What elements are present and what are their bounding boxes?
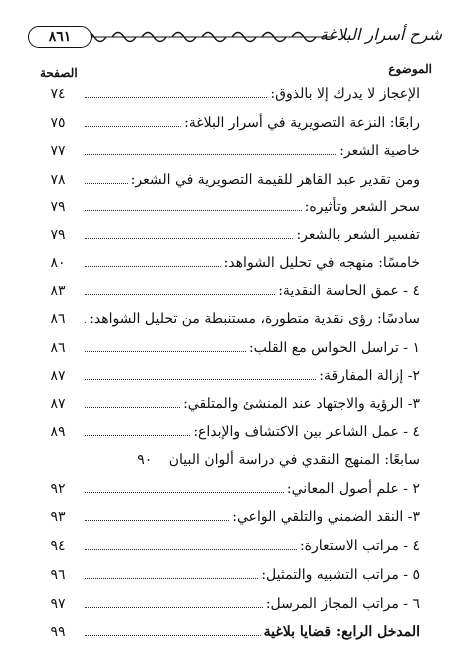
- toc-entry[interactable]: [34, 137, 420, 161]
- toc-entry[interactable]: [34, 446, 420, 470]
- entry-title: ٣- الرؤية والاجتهاد عند المنشئ والمتلقي:: [183, 396, 420, 412]
- entry-title: الإعجاز لا يدرك إلا بالذوق:: [270, 86, 420, 102]
- entry-title: ٦ - مراتب المجاز المرسل:: [265, 596, 420, 612]
- entry-page: ٩٣: [50, 509, 66, 525]
- page-header: [28, 24, 446, 50]
- leader-dots: [85, 407, 180, 408]
- toc-entry[interactable]: [34, 418, 420, 442]
- entry-page: ٨٧: [50, 368, 66, 384]
- entry-page: ٧٥: [50, 115, 66, 131]
- toc-entry[interactable]: [34, 532, 420, 556]
- toc-entry[interactable]: [34, 109, 420, 133]
- leader-dots: [85, 238, 293, 239]
- entry-title: سادسًا: رؤى نقدية متطورة، مستنبطة من تحليل الشواهد:: [89, 311, 420, 327]
- leader-dots: [85, 154, 336, 155]
- leader-dots: [85, 379, 316, 380]
- leader-dots: [85, 126, 181, 127]
- leader-dots: [85, 183, 128, 184]
- book-title: شرح أسرار البلاغة: [319, 25, 442, 44]
- leader-dots: [85, 210, 302, 211]
- entry-title: ٥ - مراتب التشبيه والتمثيل:: [261, 567, 420, 583]
- entry-page: ٧٤: [50, 86, 66, 102]
- entry-title: خامسًا: منهجه في تحليل الشواهد:: [223, 255, 420, 271]
- entry-page: ٧٩: [50, 199, 66, 215]
- decorative-border: [78, 24, 336, 50]
- entry-title: المدخل الرابع: قضايا بلاغية: [263, 624, 420, 640]
- toc-entry[interactable]: [34, 618, 420, 642]
- toc-entry[interactable]: [34, 334, 420, 358]
- leader-dots: [85, 322, 86, 323]
- toc-entry[interactable]: [34, 561, 420, 585]
- entry-title: رابعًا: النزعة التصويرية في أسرار البلاغة:: [184, 115, 420, 131]
- page-column-label: الصفحة: [40, 66, 78, 80]
- entry-page: ٨٩: [50, 424, 66, 440]
- entry-title: ١ - تراسل الحواس مع القلب:: [248, 340, 420, 356]
- entry-title: خاصية الشعر:: [339, 143, 420, 159]
- toc-entry[interactable]: [34, 590, 420, 614]
- toc-entry[interactable]: [34, 277, 420, 301]
- toc-entry[interactable]: [34, 80, 420, 104]
- entry-page: ٨٣: [50, 283, 66, 299]
- leader-dots: [85, 607, 263, 608]
- toc-entry[interactable]: [34, 390, 420, 414]
- toc-entry[interactable]: [34, 503, 420, 527]
- entry-title: ٢- إزالة المفارقة:: [319, 368, 420, 384]
- topic-column-label: الموضوع: [388, 62, 432, 76]
- toc-entry[interactable]: [34, 249, 420, 273]
- entry-page: ٩٦: [50, 567, 66, 583]
- entry-page: ٨٠: [50, 255, 66, 271]
- leader-dots: [85, 635, 261, 636]
- toc-entry[interactable]: [34, 193, 420, 217]
- entry-page: ٩٠: [137, 452, 153, 468]
- entry-title: ٤ - عمق الحاسة النقدية:: [278, 283, 420, 299]
- entry-title: سابعًا: المنهج النقدي في دراسة ألوان البيان: [168, 452, 420, 468]
- entry-page: ٧٧: [50, 143, 66, 159]
- leader-dots: [85, 97, 267, 98]
- entry-title: ٤ - مراتب الاستعارة:: [299, 538, 420, 554]
- entry-page: ٧٨: [50, 172, 66, 188]
- entry-page: ٩٩: [50, 624, 66, 640]
- leader-dots: [85, 435, 190, 436]
- entry-title: ٤ - عمل الشاعر بين الاكتشاف والإبداع:: [193, 424, 420, 440]
- leader-dots: [85, 266, 221, 267]
- leader-dots: [85, 351, 246, 352]
- leader-dots: [85, 578, 258, 579]
- leader-dots: [85, 492, 284, 493]
- entry-page: ٩٧: [50, 596, 66, 612]
- page-number: ٨٦١: [28, 26, 92, 48]
- entry-title: ٢ - علم أصول المعاني:: [286, 481, 420, 497]
- entry-title: سحر الشعر وتأثيره:: [304, 199, 420, 215]
- entry-page: ٧٩: [50, 227, 66, 243]
- leader-dots: [85, 549, 297, 550]
- entry-page: ٨٧: [50, 396, 66, 412]
- entry-page: ٩٤: [50, 538, 66, 554]
- entry-page: ٨٦: [50, 311, 66, 327]
- toc-entry[interactable]: [34, 362, 420, 386]
- entry-page: ٨٦: [50, 340, 66, 356]
- entry-title: تفسير الشعر بالشعر:: [296, 227, 420, 243]
- toc-entry[interactable]: [34, 166, 420, 190]
- toc-entry[interactable]: [34, 221, 420, 245]
- leader-dots: [85, 520, 229, 521]
- entry-title: ٣- النقد الضمني والتلقي الواعي:: [232, 509, 420, 525]
- entry-title: ومن تقدير عبد القاهر للقيمة التصويرية في الشعر:: [130, 172, 420, 188]
- leader-dots: [85, 294, 275, 295]
- toc-entry[interactable]: [34, 475, 420, 499]
- toc-entry[interactable]: [34, 305, 420, 329]
- entry-page: ٩٢: [50, 481, 66, 497]
